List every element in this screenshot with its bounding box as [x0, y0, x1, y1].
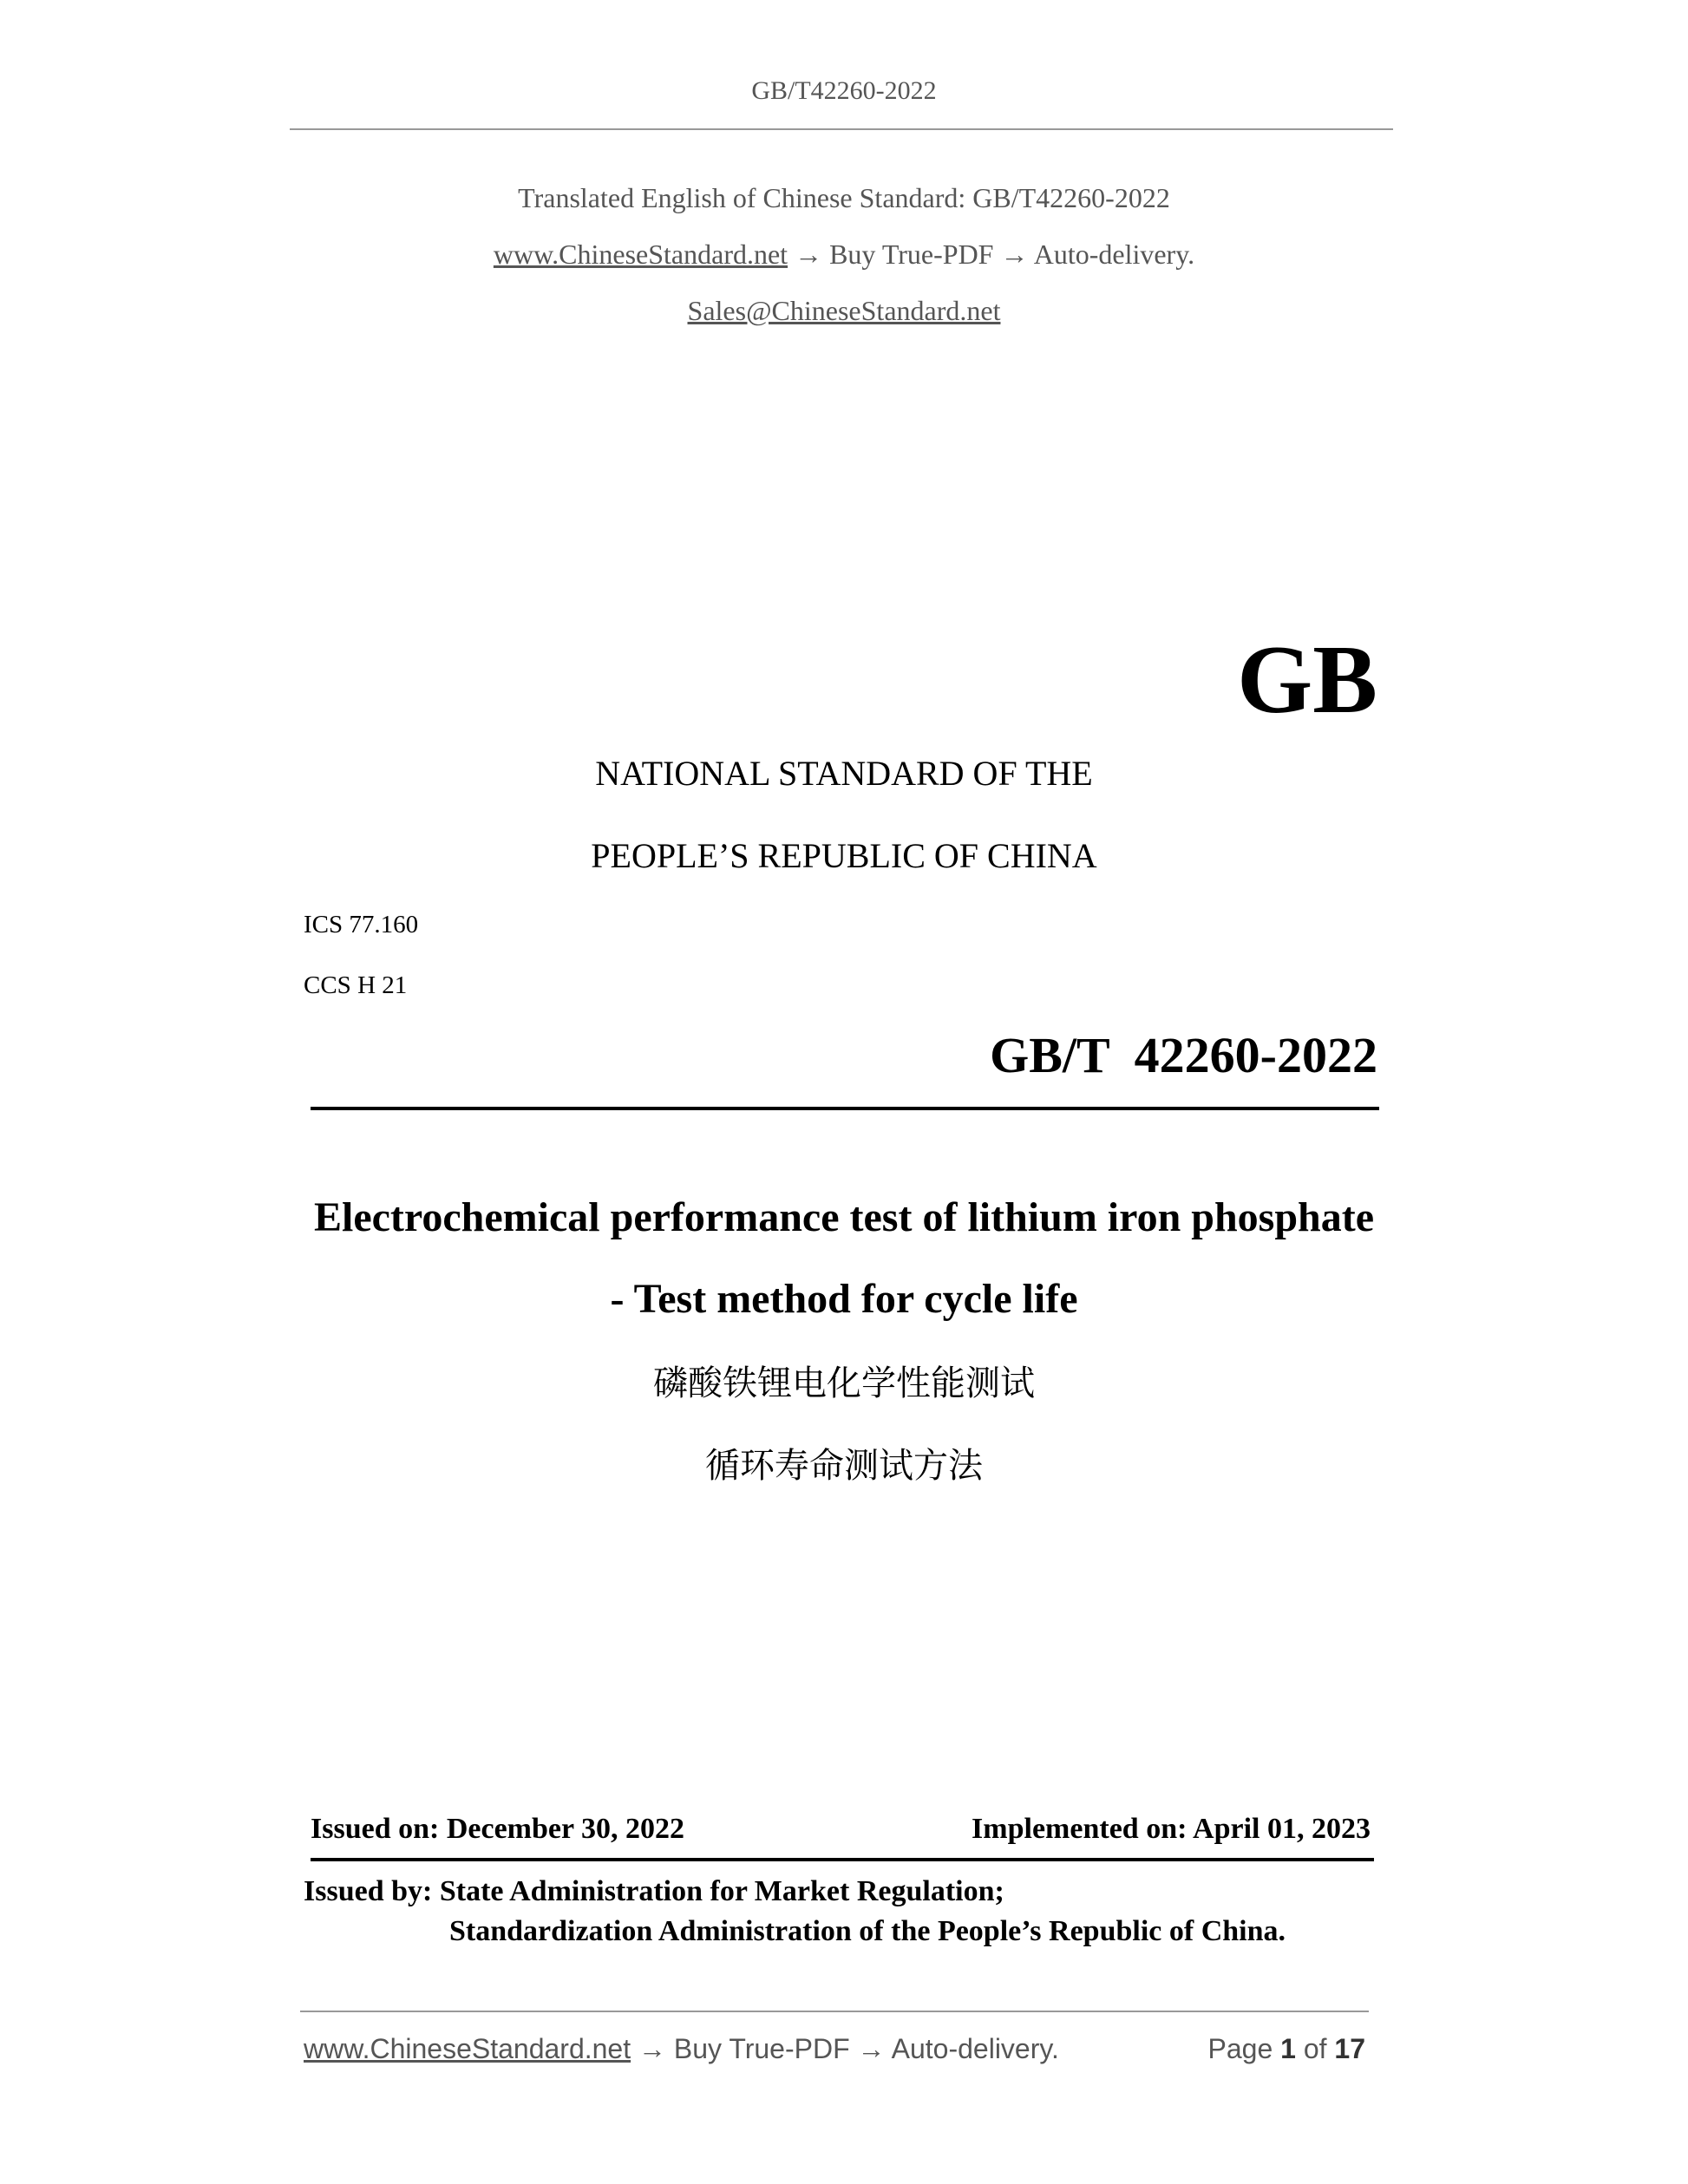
- footer-website-link[interactable]: www.ChineseStandard.net: [304, 2033, 631, 2064]
- national-standard-line1: NATIONAL STANDARD OF THE: [595, 754, 1093, 793]
- footer-promo: [304, 2033, 1059, 2065]
- page-label: Page: [1207, 2033, 1273, 2064]
- issued-by-line2: Standardization Administration of the People’s Republic of China.: [449, 1915, 1286, 1947]
- arrow-icon: →: [631, 2033, 674, 2064]
- standard-number-divider: [311, 1107, 1379, 1110]
- arrow-icon: →: [849, 2033, 892, 2064]
- translation-line: Translated English of Chinese Standard: GB/T42260-2022: [518, 182, 1170, 213]
- arrow-icon: →: [993, 239, 1034, 270]
- issued-by-line1: Issued by: State Administration for Market Regulation;: [304, 1875, 1004, 1907]
- ccs-code: CCS H 21: [304, 971, 408, 999]
- title-english-line2: - Test method for cycle life: [610, 1276, 1078, 1322]
- header-divider: [290, 128, 1393, 130]
- standard-number: GB/T 42260-2022: [990, 1027, 1377, 1083]
- running-header-title: GB/T42260-2022: [751, 76, 937, 105]
- buy-pdf-text: Buy True-PDF: [829, 239, 994, 270]
- issue-divider: [311, 1858, 1374, 1861]
- sales-email-link[interactable]: Sales@ChineseStandard.net: [687, 295, 1001, 326]
- arrow-icon: →: [788, 239, 830, 270]
- title-chinese-line1: 磷酸铁锂电化学性能测试: [653, 1363, 1035, 1403]
- page-current: 1: [1280, 2033, 1296, 2064]
- title-english-line1: Electrochemical performance test of lithium iron phosphate: [313, 1194, 1375, 1240]
- title-chinese-line2: 循环寿命测试方法: [705, 1446, 983, 1486]
- ics-code: ICS 77.160: [304, 911, 419, 938]
- page-total: 17: [1334, 2033, 1365, 2064]
- footer-delivery-text: Auto-delivery.: [891, 2033, 1059, 2064]
- page-of-label: of: [1303, 2033, 1327, 2064]
- implemented-on-date: Implemented on: April 01, 2023: [972, 1813, 1371, 1845]
- footer-buy-text: Buy True-PDF: [673, 2033, 850, 2064]
- national-standard-line2: PEOPLE’S REPUBLIC OF CHINA: [591, 836, 1097, 875]
- page-indicator: [1208, 2033, 1365, 2065]
- gb-mark: GB: [1237, 626, 1377, 734]
- footer-divider: [300, 2011, 1369, 2012]
- auto-delivery-text: Auto-delivery.: [1033, 239, 1195, 270]
- promo-line: [0, 239, 1688, 271]
- sales-line: [0, 295, 1688, 327]
- website-link[interactable]: www.ChineseStandard.net: [493, 239, 788, 270]
- issued-on-date: Issued on: December 30, 2022: [311, 1813, 684, 1845]
